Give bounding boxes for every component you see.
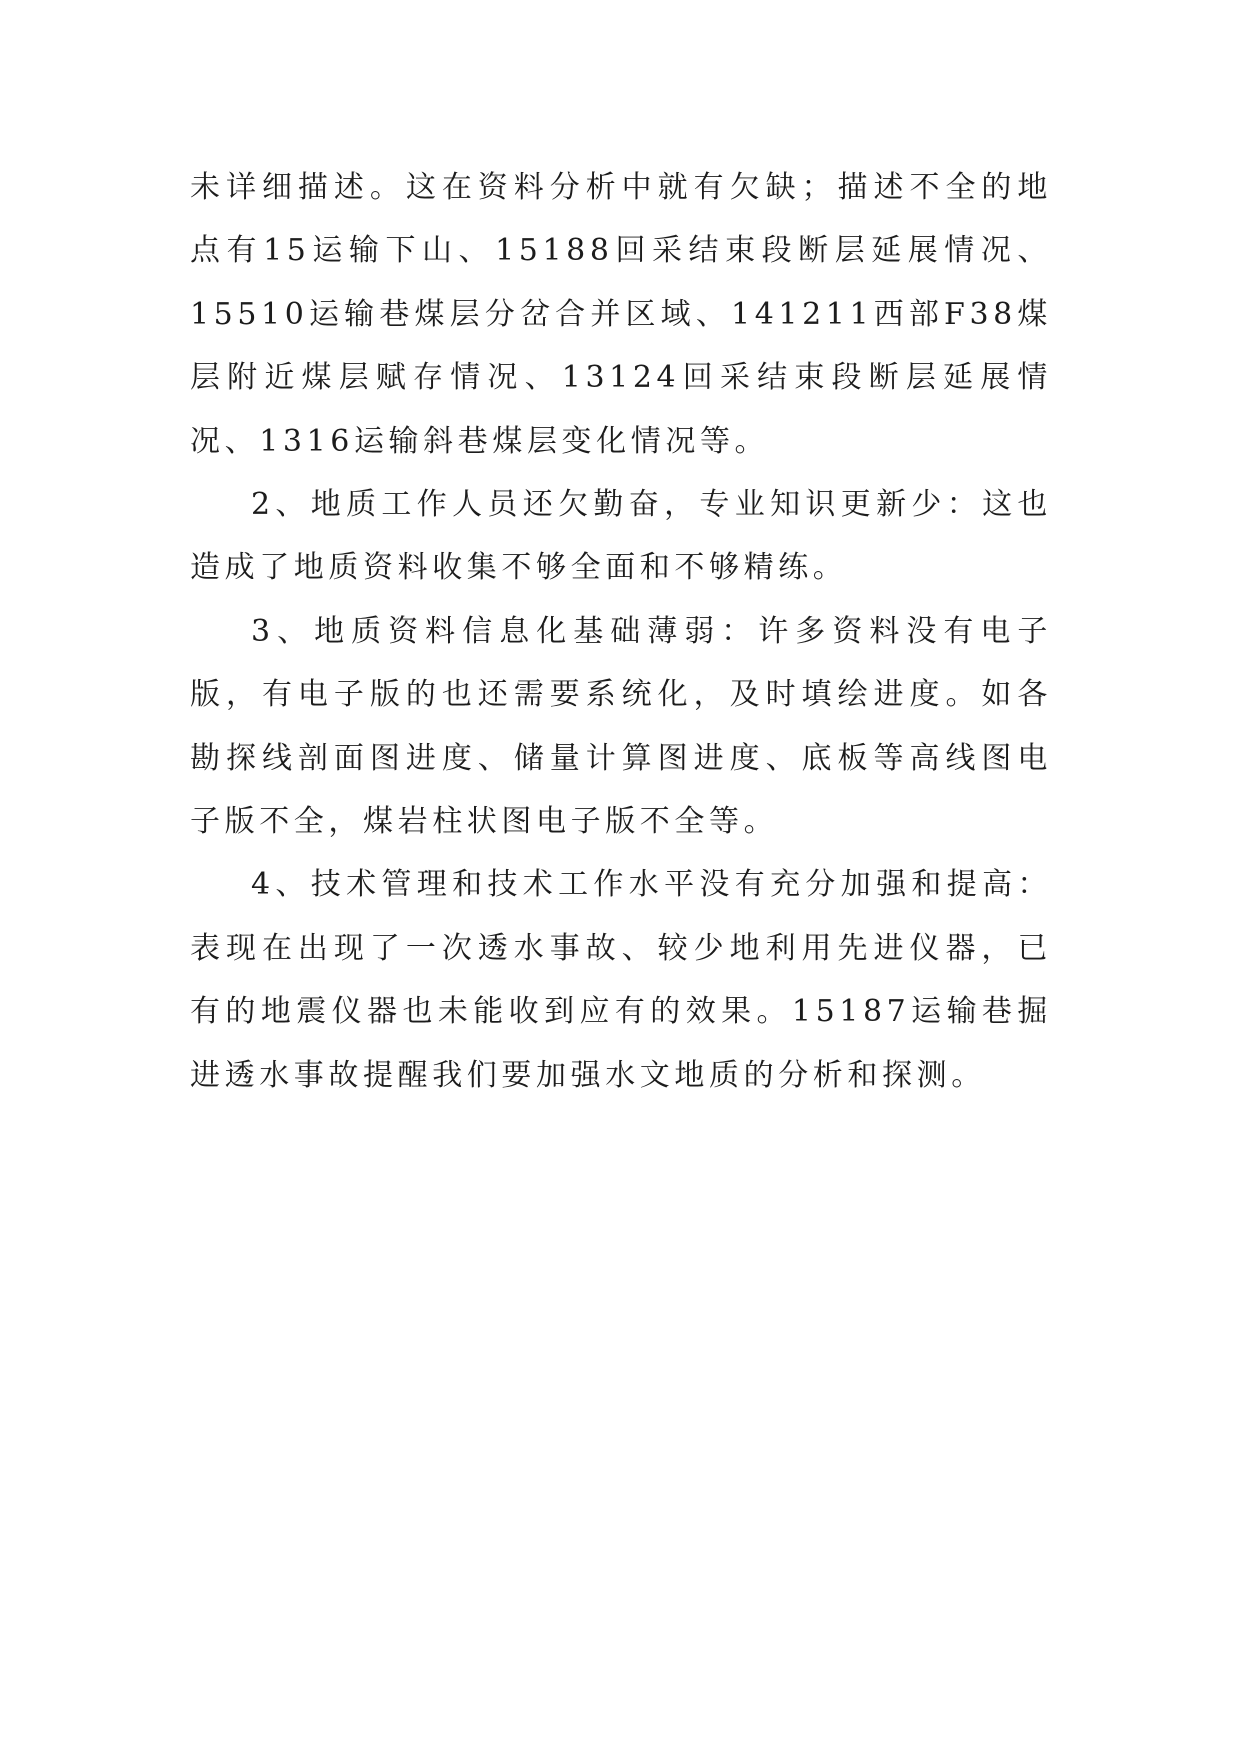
- document-body: [190, 156, 1052, 1107]
- paragraph-item-4: 4、技术管理和技术工作水平没有充分加强和提高：表现在出现了一次透水事故、较少地利用先进仪器，已有的地震仪器也未能收到应有的效果。15187运输巷掘进透水事故提醒我们要加强水文地质的分析和探测。: [190, 867, 1052, 1093]
- paragraph-item-3: 3、地质资料信息化基础薄弱：许多资料没有电子版，有电子版的也还需要系统化，及时填绘进度。如各勘探线剖面图进度、储量计算图进度、底板等高线图电子版不全，煤岩柱状图电子版不全等。: [190, 613, 1052, 840]
- paragraph-item-2: 2、地质工作人员还欠勤奋，专业知识更新少：这也造成了地质资料收集不够全面和不够精练。: [190, 487, 1052, 586]
- paragraph-continuation: 未详细描述。这在资料分析中就有欠缺；描述不全的地点有15运输下山、15188回采结束段断层延展情况、15510运输巷煤层分岔合并区域、141211西部F38煤层附近煤层赋存情况、13124回采结束段断层延展情况、1316运输斜巷煤层变化情况等。: [190, 170, 1052, 459]
